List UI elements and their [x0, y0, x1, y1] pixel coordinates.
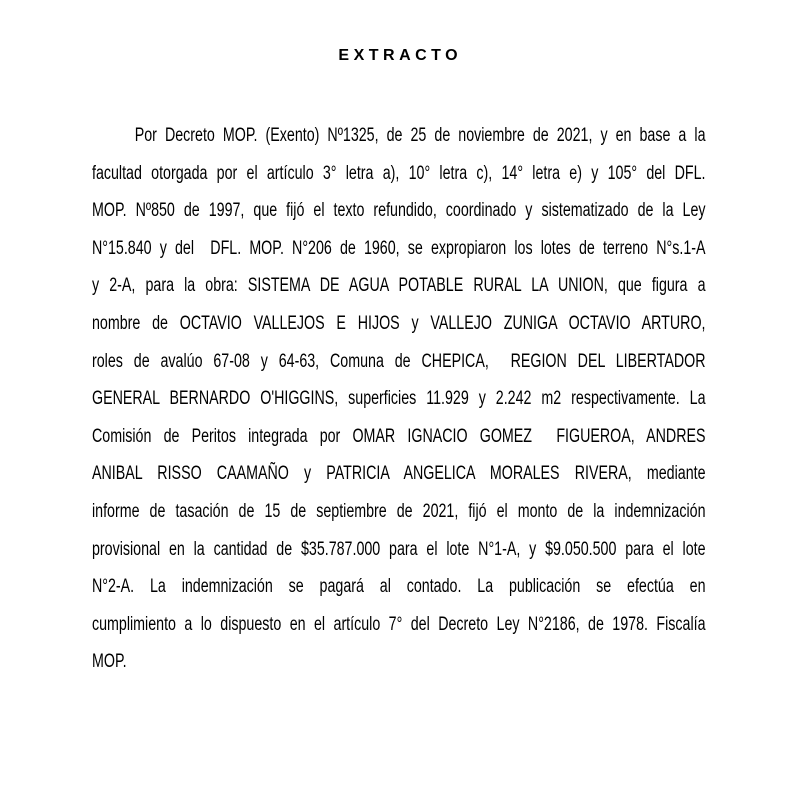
paragraph-line: MOP. — [92, 651, 127, 673]
paragraph-line: y 2-A, para la obra: SISTEMA DE AGUA POTABLE RURAL LA UNION, que figura a — [92, 275, 706, 297]
paragraph-line: cumplimiento a lo dispuesto en el artículo 7° del Decreto Ley N°2186, de 1978. Fiscalía — [92, 613, 706, 635]
document-title: EXTRACTO — [338, 47, 463, 64]
paragraph-line: N°2-A. La indemnización se pagará al contado. La publicación se efectúa en — [92, 576, 706, 598]
paragraph-line: N°15.840 y del DFL. MOP. N°206 de 1960, se expropiaron los lotes de terreno N°s.1-A — [92, 237, 706, 259]
paragraph-line: Por Decreto MOP. (Exento) Nº1325, de 25 de noviembre de 2021, y en base a la — [134, 125, 706, 146]
extract-paragraph — [92, 117, 706, 681]
paragraph-line: provisional en la cantidad de $35.787.000 para el lote N°1-A, y $9.050.500 para el lote — [92, 538, 706, 560]
paragraph-line: Comisión de Peritos integrada por OMAR IGNACIO GOMEZ FIGUEROA, ANDRES — [92, 425, 706, 447]
paragraph-line: nombre de OCTAVIO VALLEJOS E HIJOS y VALLEJO ZUNIGA OCTAVIO ARTURO, — [92, 312, 706, 334]
paragraph-line: facultad otorgada por el artículo 3° letra a), 10° letra c), 14° letra e) y 105° del DFL. — [92, 162, 706, 184]
paragraph-line: roles de avalúo 67-08 y 64-63, Comuna de CHEPICA, REGION DEL LIBERTADOR — [92, 350, 706, 372]
paragraph-line: ANIBAL RISSO CAAMAÑO y PATRICIA ANGELICA MORALES RIVERA, mediante — [92, 463, 706, 485]
paragraph-line: GENERAL BERNARDO O'HIGGINS, superficies 11.929 y 2.242 m2 respectivamente. La — [92, 388, 706, 410]
paragraph-line: MOP. Nº850 de 1997, que fijó el texto refundido, coordinado y sistematizado de la Ley — [92, 200, 706, 222]
paragraph-line: informe de tasación de 15 de septiembre de 2021, fijó el monto de la indemnización — [92, 500, 706, 522]
